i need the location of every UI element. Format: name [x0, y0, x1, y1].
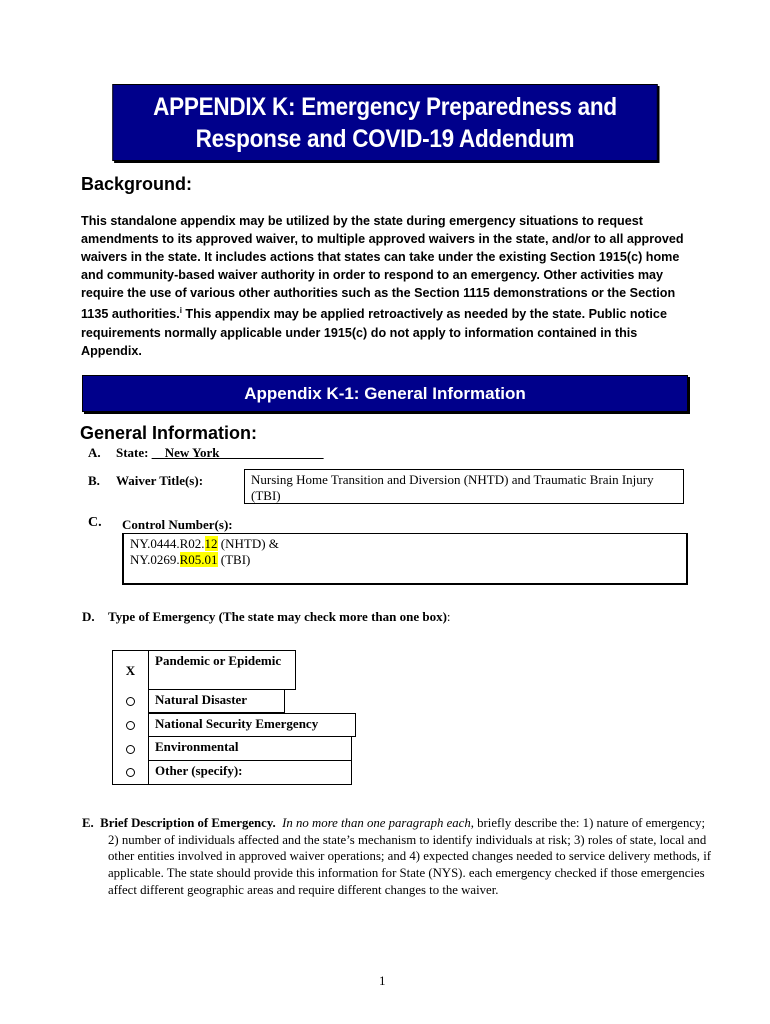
radio-circle-icon [126, 721, 135, 730]
title-line-1: APPENDIX K: Emergency Preparedness and [153, 92, 617, 121]
emergency-colon: : [446, 609, 451, 624]
control-2-prefix: NY.0269. [130, 552, 180, 567]
control-1-prefix: NY.0444.R02. [130, 536, 205, 551]
footnote-marker[interactable]: i [179, 306, 182, 316]
natural-disaster-radio[interactable] [112, 690, 148, 713]
option-natural-disaster: Natural Disaster [148, 690, 285, 713]
waiver-letter: B. [88, 473, 100, 488]
background-paragraph [81, 212, 701, 360]
control-2-highlight: R05.01 [179, 552, 218, 567]
state-value[interactable]: __New York________________ [151, 445, 324, 460]
description-paragraph [82, 815, 718, 899]
other-radio[interactable] [112, 761, 148, 785]
background-text-part1: This standalone appendix may be utilized by the state during emergency situations to request amendments to its approved waiver, to multiple approved waivers in the state, and/or to all approved waivers in the state. It includes actions that states can take under the existing Section 1915(c) home and community-based waiver authority in order to respond to an emergency. Other activities may require the use of various other authorities such as the Section 1115 demonstrations or the Section 1135 authorities. [81, 214, 684, 322]
state-label: State: [116, 445, 152, 460]
state-row [88, 445, 324, 461]
background-text-part2: This appendix may be applied retroactively as needed by the state. Public notice requirements normally applicable under 1915(c) do not apply to information contained in this Appendix. [81, 307, 667, 358]
waiver-label: Waiver Title(s): [116, 473, 204, 488]
title-line-2: Response and COVID-19 Addendum [195, 124, 575, 153]
control-number-field[interactable] [122, 533, 688, 585]
appendix-title-banner [112, 84, 657, 161]
pandemic-checkbox[interactable]: X [112, 650, 148, 690]
environmental-radio[interactable] [112, 737, 148, 761]
emergency-label: Type of Emergency (The state may check more than one box) [108, 609, 447, 624]
waiver-row [88, 473, 203, 489]
section-banner: Appendix K-1: General Information [82, 375, 688, 412]
radio-circle-icon [126, 745, 135, 754]
national-security-radio[interactable] [112, 713, 148, 737]
control-line-1 [130, 536, 680, 552]
radio-circle-icon [126, 768, 135, 777]
waiver-title-field[interactable]: Nursing Home Transition and Diversion (NHTD) and Traumatic Brain Injury (TBI) [244, 469, 684, 504]
control-line-2 [130, 552, 680, 568]
description-letter: E. [82, 816, 94, 830]
emergency-letter: D. [82, 609, 95, 624]
option-environmental: Environmental [148, 737, 352, 761]
emergency-type-title [82, 609, 451, 625]
page-number: 1 [379, 973, 386, 988]
description-italic: In no more than one paragraph each [282, 816, 471, 830]
control-letter: C. [88, 515, 102, 530]
description-bold-label: Brief Description of Emergency. [100, 816, 276, 830]
description-text: , briefly describe the: 1) nature of emergency; 2) number of individuals affected and the state’s mechanism to identify individuals at risk; 3) roles of state, local and other entities involved in approved waiver operations; and 4) expected changes needed to service delivery methods, if applicable. The state should provide this information for State (NYS). each emergency checked if those emergencies affect different geographic areas and require different changes to the waiver. [108, 816, 712, 897]
control-label: Control Number(s): [122, 517, 233, 532]
control-1-highlight: 12 [204, 536, 218, 551]
state-letter: A. [88, 445, 101, 460]
option-other: Other (specify): [148, 761, 352, 785]
radio-circle-icon [126, 697, 135, 706]
control-1-suffix: (NHTD) & [217, 536, 279, 551]
general-information-heading: General Information: [80, 423, 258, 443]
control-2-suffix: (TBI) [217, 552, 251, 567]
option-national-security: National Security Emergency [148, 713, 356, 737]
background-heading: Background: [81, 174, 193, 194]
option-pandemic: Pandemic or Epidemic [148, 650, 296, 690]
